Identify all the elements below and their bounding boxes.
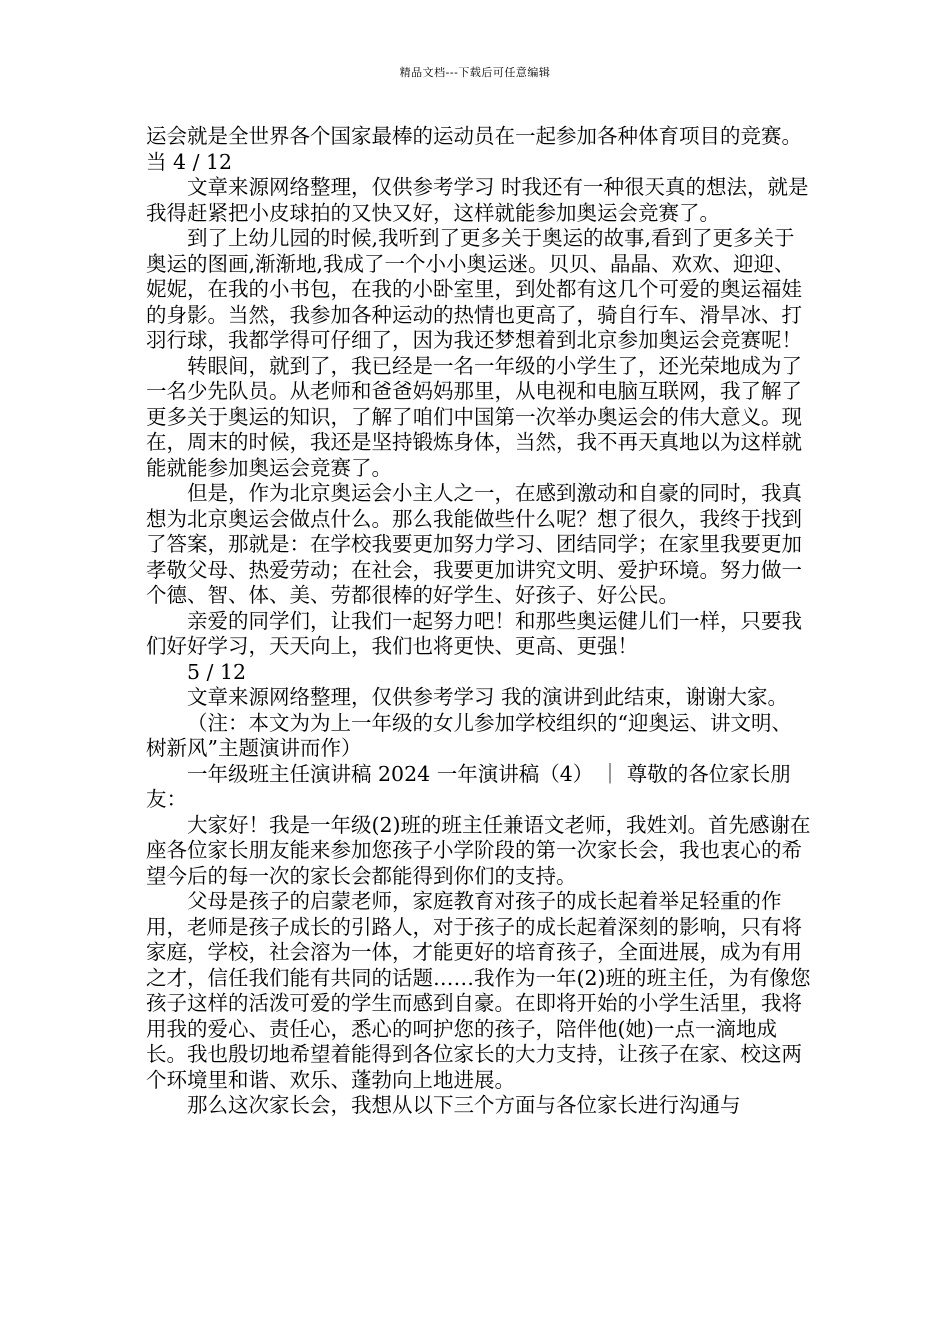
paragraph: 大家好！我是一年级(2)班的班主任兼语文老师，我姓刘。首先感谢在座各位家长朋友能来参加您孩子小学阶段的第一次家长会，我也衷心的希望今后的每一次的家长会都能得到你们的支持。 bbox=[146, 812, 811, 888]
page-header: 精品文档---下载后可任意编辑 bbox=[399, 66, 551, 79]
paragraph: 但是，作为北京奥运会小主人之一，在感到激动和自豪的同时，我真想为北京奥运会做点什么。那么我能做些什么呢？想了很久，我终于找到了答案，那就是：在学校我要更加努力学习、团结同学；在家里我要更加孝敬父母、热爱劳动；在社会，我要更加讲究文明、爱护环境。努力做一个德、智、体、美、劳都很棒的好学生、好孩子、好公民。 bbox=[146, 481, 802, 607]
paragraph: 一年级班主任演讲稿 2024 一年演讲稿（4） ｜ 尊敬的各位家长朋友： bbox=[146, 761, 791, 811]
page-number: 5 / 12 bbox=[187, 659, 247, 684]
paragraph: 父母是孩子的启蒙老师，家庭教育对孩子的成长起着举足轻重的作用，老师是孩子成长的引路人，对于孩子的成长起着深刻的影响，只有将家庭，学校，社会溶为一体，才能更好的培育孩子，全面进展，成为有用之才，信任我们能有共同的话题……我作为一年(2)班的班主任，为有像您孩子这样的活泼可爱的学生而感到自豪。在即将开始的小学生活里，我将用我的爱心、责任心，悉心的呵护您的孩子，陪伴他(她)一点一滴地成长。我也殷切地希望着能得到各位家长的大力支持，让孩子在家、校这两个环境里和谐、欢乐、蓬勃向上地进展。 bbox=[146, 889, 811, 1092]
document-body bbox=[146, 124, 811, 1119]
paragraph: 亲爱的同学们，让我们一起努力吧！和那些奥运健儿们一样，只要我们好好学习，天天向上，我们也将更快、更高、更强！ bbox=[146, 608, 802, 658]
paragraph: 那么这次家长会，我想从以下三个方面与各位家长进行沟通与 bbox=[187, 1093, 741, 1117]
paragraph: 到了上幼儿园的时候,我听到了更多关于奥运的故事,看到了更多关于奥运的图画,渐渐地,我成了一个小小奥运迷。贝贝、晶晶、欢欢、迎迎、妮妮，在我的小书包，在我的小卧室里，到处都有这几个可爱的奥运福娃的身影。当然，我参加各种运动的热情也更高了，骑自行车、滑旱冰、打羽行球，我都学得可仔细了，因为我还梦想着到北京参加奥运会竞赛呢！ bbox=[146, 226, 802, 352]
paragraph: 文章来源网络整理，仅供参考学习 时我还有一种很天真的想法，就是我得赶紧把小皮球拍的又快又好，这样就能参加奥运会竞赛了。 bbox=[146, 175, 809, 225]
paragraph: 转眼间，就到了，我已经是一名一年级的小学生了，还光荣地成为了一名少先队员。从老师和爸爸妈妈那里，从电视和电脑互联网，我了解了更多关于奥运的知识，了解了咱们中国第一次举办奥运会的伟大意义。现在，周末的时候，我还是坚持锻炼身体，当然，我不再天真地以为这样就能就能参加奥运会竞赛了。 bbox=[146, 353, 802, 480]
paragraph: 运会就是全世界各个国家最棒的运动员在一起参加各种体育项目的竞赛。当 4 / 12 bbox=[146, 124, 802, 174]
paragraph: （注：本文为为上一年级的女儿参加学校组织的“迎奥运、讲文明、树新风”主题演讲而作） bbox=[146, 710, 792, 760]
paragraph: 文章来源网络整理，仅供参考学习 我的演讲到此结束，谢谢大家。 bbox=[187, 685, 789, 709]
